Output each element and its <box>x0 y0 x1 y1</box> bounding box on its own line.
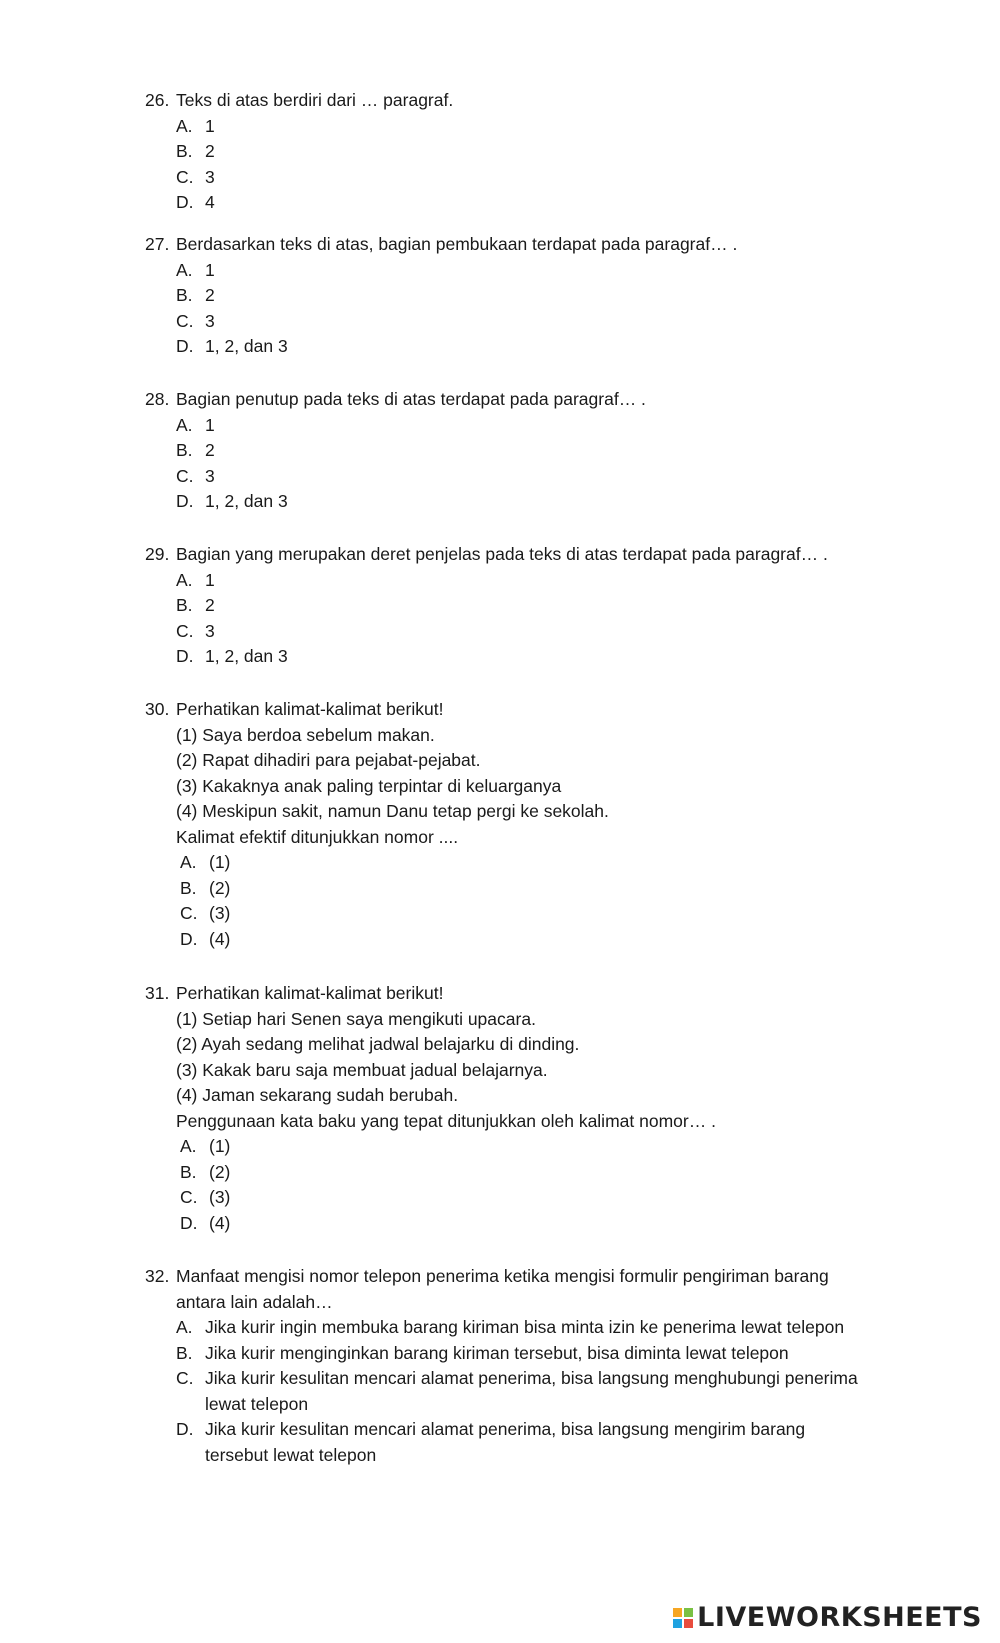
statement: (1) Saya berdoa sebelum makan. <box>176 724 435 745</box>
statement: (2) Rapat dihadiri para pejabat-pejabat. <box>176 750 481 770</box>
option-d[interactable]: D. (4) <box>180 928 231 949</box>
logo-square <box>684 1619 693 1628</box>
option-a[interactable]: A. 1 <box>176 259 215 280</box>
statement: (1) Setiap hari Senen saya mengikuti upacara. <box>176 1008 536 1029</box>
question-stem: Teks di atas berdiri dari … paragraf. <box>176 90 454 110</box>
question-27 <box>145 232 865 360</box>
option-a[interactable]: A. (1) <box>180 1136 231 1156</box>
logo-square <box>673 1619 682 1628</box>
question-30 <box>145 697 865 952</box>
question-stem: Bagian penutup pada teks di atas terdapat pada paragraf… . <box>176 389 646 409</box>
option-c[interactable]: C. 3 <box>176 310 215 331</box>
logo-square <box>684 1608 693 1617</box>
option-c[interactable]: C. 3 <box>176 465 215 486</box>
statement: (3) Kakaknya anak paling terpintar di keluarganya <box>176 775 562 796</box>
option-c[interactable]: C. (3) <box>180 1187 231 1207</box>
option-b[interactable]: B. (2) <box>180 877 231 898</box>
option-b[interactable]: B. 2 <box>176 141 215 161</box>
question-31 <box>145 981 865 1236</box>
question-number: 32. <box>145 1266 170 1286</box>
option-b[interactable]: B. 2 <box>176 285 215 305</box>
question-32 <box>145 1264 865 1468</box>
question-stem: Perhatikan kalimat-kalimat berikut! <box>176 983 444 1003</box>
liveworksheets-logo-icon <box>673 1608 693 1628</box>
question-26 <box>145 88 865 216</box>
question-number: 31. <box>145 983 170 1003</box>
question-number: 29. <box>145 544 170 564</box>
question-stem: Bagian yang merupakan deret penjelas pada teks di atas terdapat pada paragraf… . <box>176 544 828 564</box>
question-number: 26. <box>145 90 170 110</box>
option-b[interactable]: B. Jika kurir menginginkan barang kiriman tersebut, bisa diminta lewat telepon <box>176 1342 789 1363</box>
liveworksheets-logo[interactable] <box>673 1602 982 1633</box>
option-c[interactable]: C. Jika kurir kesulitan mencari alamat penerima, bisa langsung menghubungi penerima lewat telepon <box>176 1368 858 1414</box>
option-d[interactable]: D. 1, 2, dan 3 <box>176 336 288 356</box>
question-stem: Manfaat mengisi nomor telepon penerima ketika mengisi formulir pengiriman barang antara lain adalah… <box>176 1266 829 1312</box>
option-b[interactable]: B. 2 <box>176 595 215 615</box>
option-a[interactable]: A. (1) <box>180 852 231 872</box>
option-d[interactable]: D. 1, 2, dan 3 <box>176 491 288 511</box>
option-c[interactable]: C. 3 <box>176 620 215 641</box>
question-number: 27. <box>145 234 170 254</box>
option-b[interactable]: B. (2) <box>180 1161 231 1182</box>
question-prompt: Penggunaan kata baku yang tepat ditunjukkan oleh kalimat nomor… . <box>176 1110 716 1131</box>
logo-text: LIVEWORKSHEETS <box>697 1602 982 1633</box>
option-a[interactable]: A. 1 <box>176 414 215 435</box>
question-stem: Berdasarkan teks di atas, bagian pembukaan terdapat pada paragraf… . <box>176 234 738 254</box>
question-number: 28. <box>145 389 170 409</box>
option-c[interactable]: C. 3 <box>176 166 215 187</box>
option-d[interactable]: D. 1, 2, dan 3 <box>176 646 288 666</box>
question-number: 30. <box>145 699 170 719</box>
option-c[interactable]: C. (3) <box>180 903 231 923</box>
option-d[interactable]: D. Jika kurir kesulitan mencari alamat penerima, bisa langsung mengirim barang tersebut lewat telepon <box>176 1419 806 1465</box>
question-prompt: Kalimat efektif ditunjukkan nomor .... <box>176 826 459 847</box>
logo-square <box>673 1608 682 1617</box>
statement: (2) Ayah sedang melihat jadwal belajarku di dinding. <box>176 1034 580 1054</box>
statement: (3) Kakak baru saja membuat jadual belajarnya. <box>176 1059 548 1080</box>
option-a[interactable]: A. 1 <box>176 569 215 590</box>
option-a[interactable]: A. Jika kurir ingin membuka barang kiriman bisa minta izin ke penerima lewat telepon <box>176 1317 845 1337</box>
option-d[interactable]: D. 4 <box>176 192 215 212</box>
option-b[interactable]: B. 2 <box>176 440 215 460</box>
statement: (4) Meskipun sakit, namun Danu tetap pergi ke sekolah. <box>176 801 609 821</box>
question-28 <box>145 387 865 515</box>
statement: (4) Jaman sekarang sudah berubah. <box>176 1085 459 1105</box>
option-d[interactable]: D. (4) <box>180 1212 231 1233</box>
option-a[interactable]: A. 1 <box>176 115 215 136</box>
question-29 <box>145 542 865 670</box>
question-stem: Perhatikan kalimat-kalimat berikut! <box>176 699 444 719</box>
